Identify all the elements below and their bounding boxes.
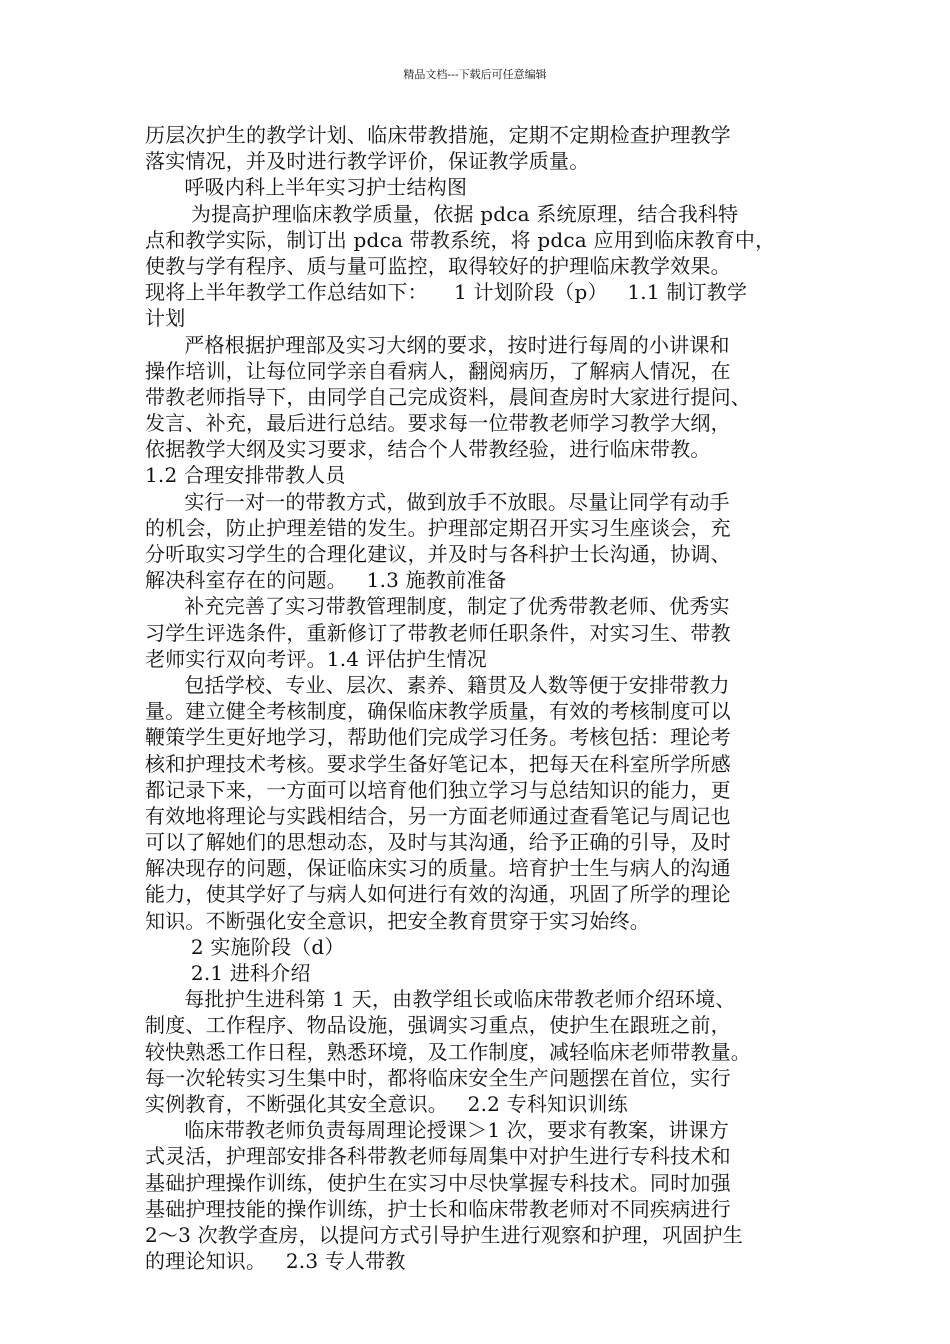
text-line: 操作培训，让每位同学亲自看病人，翻阅病历，了解病人情况，在 [145, 358, 731, 383]
text-line: 解决现存的问题，保证临床实习的质量。培育护士生与病人的沟通 [145, 856, 731, 881]
text-line: 依据教学大纲及实习要求，结合个人带教经验，进行临床带教。 [145, 437, 711, 462]
text-line: 式灵活，护理部安排各科带教老师每周集中对护生进行专科技术和 [145, 1144, 731, 1169]
text-line: 为提高护理临床教学质量，依据 pdca 系统原理，结合我科特 [145, 201, 739, 226]
text-line: 核和护理技术考核。要求学生备好笔记本，把每天在科室所学所感 [145, 751, 731, 776]
text-line: 每批护生进科第 1 天，由教学组长或临床带教老师介绍环境、 [145, 987, 736, 1012]
text-line: 分听取实习学生的合理化建议，并及时与各科护士长沟通，协调、 [145, 542, 731, 566]
text-line: 每一次轮转实习生集中时，都将临床安全生产问题摆在首位，实行 [145, 1065, 731, 1090]
text-line: 的理论知识。 2.3 专人带教 [145, 1249, 406, 1274]
text-line: 较快熟悉工作日程，熟悉环境，及工作制度，减轻临床老师带教量。 [145, 1039, 751, 1064]
text-line: 制度、工作程序、物品设施，强调实习重点，使护生在跟班之前， [145, 1013, 731, 1038]
text-line: 包括学校、专业、层次、素养、籍贯及人数等便于安排带教力 [145, 672, 730, 697]
text-line: 基础护理技能的操作训练，护士长和临床带教老师对不同疾病进行 [145, 1196, 731, 1221]
text-line: 量。建立健全考核制度，确保临床教学质量，有效的考核制度可以 [145, 699, 731, 724]
text-line: 习学生评选条件，重新修订了带教老师任职条件，对实习生、带教 [145, 620, 731, 645]
text-line: 实行一对一的带教方式，做到放手不放眼。尽量让同学有动手 [145, 489, 730, 514]
text-line: 2 实施阶段（d） [145, 934, 345, 959]
text-line: 能力，使其学好了与病人如何进行有效的沟通，巩固了所学的理论 [145, 882, 731, 907]
text-line: 历层次护生的教学计划、临床带教措施，定期不定期检查护理教学 [145, 123, 731, 147]
text-line: 点和教学实际，制订出 pdca 带教系统，将 pdca 应用到临床教育中， [145, 227, 776, 252]
text-line: 补充完善了实习带教管理制度，制定了优秀带教老师、优秀实 [145, 594, 730, 619]
text-line: 基础护理操作训练，使护生在实习中尽快掌握专科技术。同时加强 [145, 1170, 731, 1195]
text-line: 老师实行双向考评。1.4 评估护生情况 [145, 646, 487, 671]
text-line: 都记录下来，一方面可以培育他们独立学习与总结知识的能力，更 [145, 777, 731, 802]
text-line: 计划 [145, 306, 186, 331]
text-line: 发言、补充，最后进行总结。要求每一位带教老师学习教学大纲， [145, 411, 731, 436]
text-line: 解决科室存在的问题。 1.3 施教前准备 [145, 568, 507, 593]
text-line: 带教老师指导下，由同学自己完成资料，晨间查房时大家进行提问、 [145, 384, 751, 409]
text-line: 呼吸内科上半年实习护士结构图 [145, 175, 468, 200]
text-line: 鞭策学生更好地学习，帮助他们完成学习任务。考核包括：理论考 [145, 725, 731, 750]
text-line: 严格根据护理部及实习大纲的要求，按时进行每周的小讲课和 [145, 332, 730, 357]
page-header: 精品文档---下载后可任意编辑 [403, 68, 547, 81]
text-line: 有效地将理论与实践相结合，另一方面老师通过查看笔记与周记也 [145, 803, 731, 828]
text-line: 使教与学有程序、质与量可监控，取得较好的护理临床教学效果。 [145, 253, 731, 278]
text-line: 2.1 进科介绍 [145, 961, 311, 985]
text-line: 的机会，防止护理差错的发生。护理部定期召开实习生座谈会，充 [145, 515, 731, 540]
text-line: 可以了解她们的思想动态，及时与其沟通，给予正确的引导，及时 [145, 830, 731, 855]
text-line: 落实情况，并及时进行教学评价，保证教学质量。 [145, 149, 590, 174]
text-line: 知识。不断强化安全意识，把安全教育贯穿于实习始终。 [145, 908, 650, 933]
document-body [145, 122, 813, 1274]
text-line: 临床带教老师负责每周理论授课＞1 次，要求有教案，讲课方 [145, 1118, 730, 1143]
text-line: 现将上半年教学工作总结如下： 1 计划阶段（p） 1.1 制订教学 [145, 280, 748, 305]
text-line: 1.2 合理安排带教人员 [145, 463, 346, 488]
text-line: 2～3 次教学查房，以提问方式引导护生进行观察和护理，巩固护生 [145, 1222, 744, 1247]
text-line: 实例教育，不断强化其安全意识。 2.2 专科知识训练 [145, 1091, 628, 1116]
